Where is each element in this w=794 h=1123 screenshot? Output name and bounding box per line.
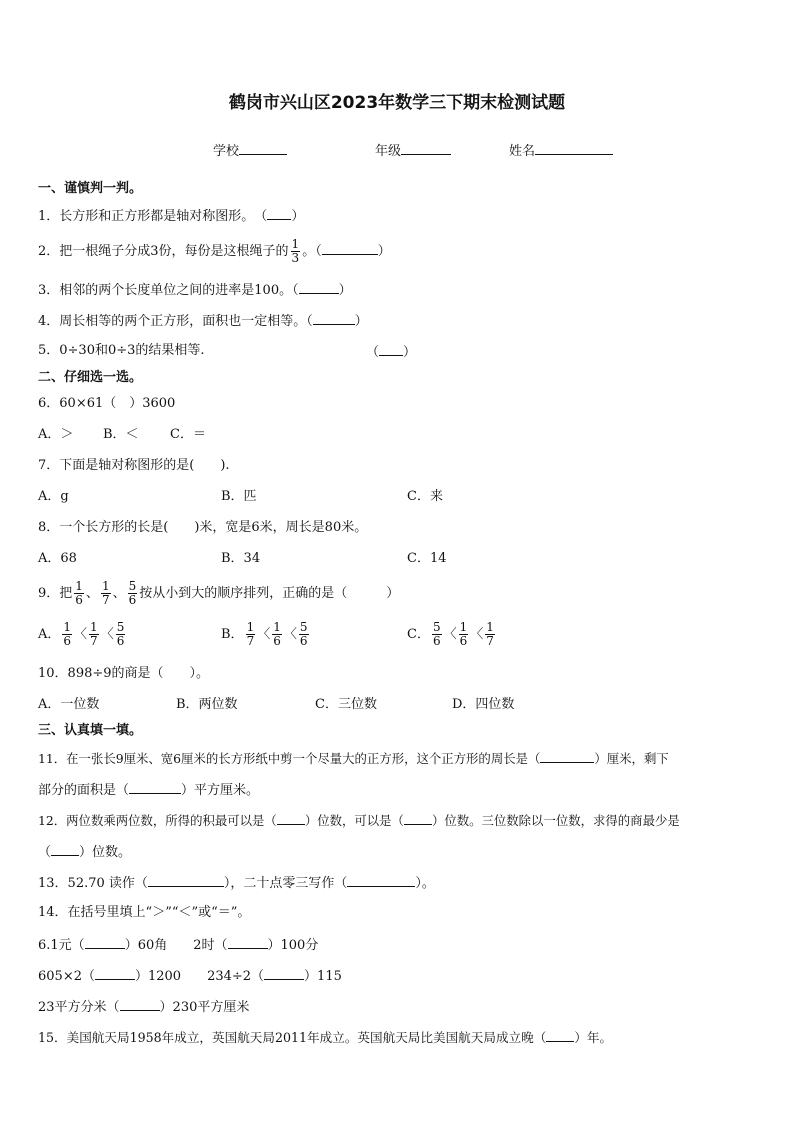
q1-text: 1．长方形和正方形都是轴对称图形。	[38, 209, 248, 224]
question-12-cont: （ ）位数。	[38, 845, 132, 860]
question-12: 12．两位数乘两位数，所得的积最可以是（ ）位数，可以是（ ）位数。三位数除以一位数，求得的商最少是	[38, 813, 680, 828]
q2-open: 。（	[302, 244, 322, 259]
question-14-row-2: 605×2（ ）1200 234÷2（ ）115	[38, 969, 342, 984]
q9-text-end: 按从小到大的顺序排列，正确的是（ ）	[139, 586, 400, 601]
grade-blank	[401, 142, 451, 155]
q8-option-a: A．68	[38, 551, 77, 566]
q7-option-b: B．匹	[221, 489, 257, 504]
q13-blank-1	[148, 874, 224, 887]
question-13: 13．52.70 读作（ ），二十点零三写作（ ）。	[38, 876, 435, 891]
q11-blank-2	[129, 781, 181, 794]
question-8: 8．一个长方形的长是( )米，宽是6米，周长是80米。	[38, 520, 368, 535]
q13-blank-2	[347, 874, 415, 887]
q1-open: （	[260, 209, 268, 224]
name-field	[509, 140, 613, 159]
question-10: 10．898÷9的商是（ ）。	[38, 666, 210, 681]
question-11-cont: 部分的面积是（ ）平方厘米。	[38, 783, 260, 798]
question-3	[38, 281, 352, 299]
q3-text: 3．相邻的两个长度单位之间的进率是100。（	[38, 283, 299, 298]
q10-option-d: D．四位数	[452, 697, 515, 712]
q5-close: ）	[403, 345, 417, 360]
q9-fraction-3: $\frac{5}{6}$	[128, 579, 137, 607]
grade-field	[375, 140, 451, 159]
q9-option-b: B． $\frac{1}{7}$ 〈 $\frac{1}{6}$ 〈 $\frac{5}{6}$	[221, 620, 308, 648]
q1-blank	[267, 207, 291, 220]
q2-num: 1	[291, 237, 300, 251]
q2-close: ）	[377, 244, 391, 259]
q1-close: ）	[291, 209, 305, 224]
q9-fraction-2: $\frac{1}{7}$	[101, 579, 110, 607]
section-2-heading: 二、仔细选一选。	[38, 370, 143, 385]
question-11: 11．在一张长9厘米、宽6厘米的长方形纸中剪一个尽量大的正方形，这个正方形的周长是（ ）厘米，剩下	[38, 751, 669, 766]
grade-label: 年级	[375, 144, 402, 159]
section-3-heading: 三、认真填一填。	[38, 723, 143, 738]
q9-fraction-1: $\frac{1}{6}$	[75, 579, 83, 607]
q11-blank-1	[540, 750, 594, 763]
q12-blank-1	[277, 812, 305, 825]
q8-option-c: C．14	[407, 551, 447, 566]
q6-option-c: C．＝	[170, 427, 206, 442]
name-blank	[535, 142, 613, 155]
question-4	[38, 312, 368, 330]
question-7: 7．下面是轴对称图形的是( ).	[38, 458, 230, 473]
section-1-heading: 一、谨慎判一判。	[38, 181, 143, 196]
q3-blank	[299, 281, 339, 294]
school-field	[213, 140, 287, 159]
q15-blank	[546, 1029, 574, 1042]
q9-option-a: A． $\frac{1}{6}$ 〈 $\frac{1}{7}$ 〈 $\frac{5}{6}$	[38, 620, 125, 648]
q8-option-b: B．34	[221, 551, 261, 566]
q2-den: 3	[291, 251, 300, 265]
question-1	[38, 207, 304, 225]
q4-blank	[313, 312, 355, 325]
q6-option-b: B．＜	[103, 427, 139, 442]
q12-blank-3	[51, 843, 79, 856]
question-14: 14．在括号里填上“＞”“＜”或“＝”。	[38, 905, 251, 920]
q5-open: （	[366, 345, 380, 360]
q2-blank	[322, 242, 378, 255]
name-label: 姓名	[509, 144, 536, 159]
q7-option-c: C．来	[407, 489, 443, 504]
q5-text: 5．0÷30和0÷3的结果相等.	[38, 343, 205, 358]
q5-blank	[379, 343, 403, 356]
q4-close: ）	[354, 314, 368, 329]
question-14-row-3: 23平方分米（ ）230平方厘米	[38, 1000, 250, 1015]
q10-option-b: B．两位数	[176, 697, 238, 712]
q7-option-a: A．g	[38, 489, 69, 504]
page-title: 鹤岗市兴山区2023年数学三下期末检测试题	[228, 93, 566, 113]
school-label: 学校	[213, 144, 240, 159]
question-5	[38, 343, 205, 359]
question-2	[38, 238, 391, 265]
q3-close: ）	[338, 283, 352, 298]
q2-text: 2．把一根绳子分成3份，每份是这根绳子的	[38, 244, 289, 259]
question-9: 9．把 $\frac{1}{6}$ 、 $\frac{1}{7}$ 、 $\frac{5}{6}$ 按从小到大的顺序排列，正确的是（ ）	[38, 579, 400, 607]
q12-blank-2	[404, 812, 432, 825]
question-5-answer	[366, 343, 416, 361]
q9-option-c: C． $\frac{5}{6}$ 〈 $\frac{1}{6}$ 〈 $\frac{1}{7}$	[407, 620, 494, 648]
q9-text-start: 9．把	[38, 586, 73, 601]
q10-option-a: A．一位数	[38, 697, 100, 712]
school-blank	[239, 142, 287, 155]
q2-fraction	[291, 238, 301, 265]
q10-option-c: C．三位数	[315, 697, 377, 712]
q4-text: 4．周长相等的两个正方形，面积也一定相等。（	[38, 314, 313, 329]
q6-option-a: A．＞	[38, 427, 74, 442]
question-15: 15．美国航天局1958年成立，英国航天局2011年成立。英国航天局比美国航天局成立晚（ ）年。	[38, 1030, 613, 1045]
question-6: 6．60×61（ ）3600	[38, 396, 176, 411]
question-14-row-1: 6.1元（ ）60角 2时（ ）100分	[38, 938, 319, 953]
